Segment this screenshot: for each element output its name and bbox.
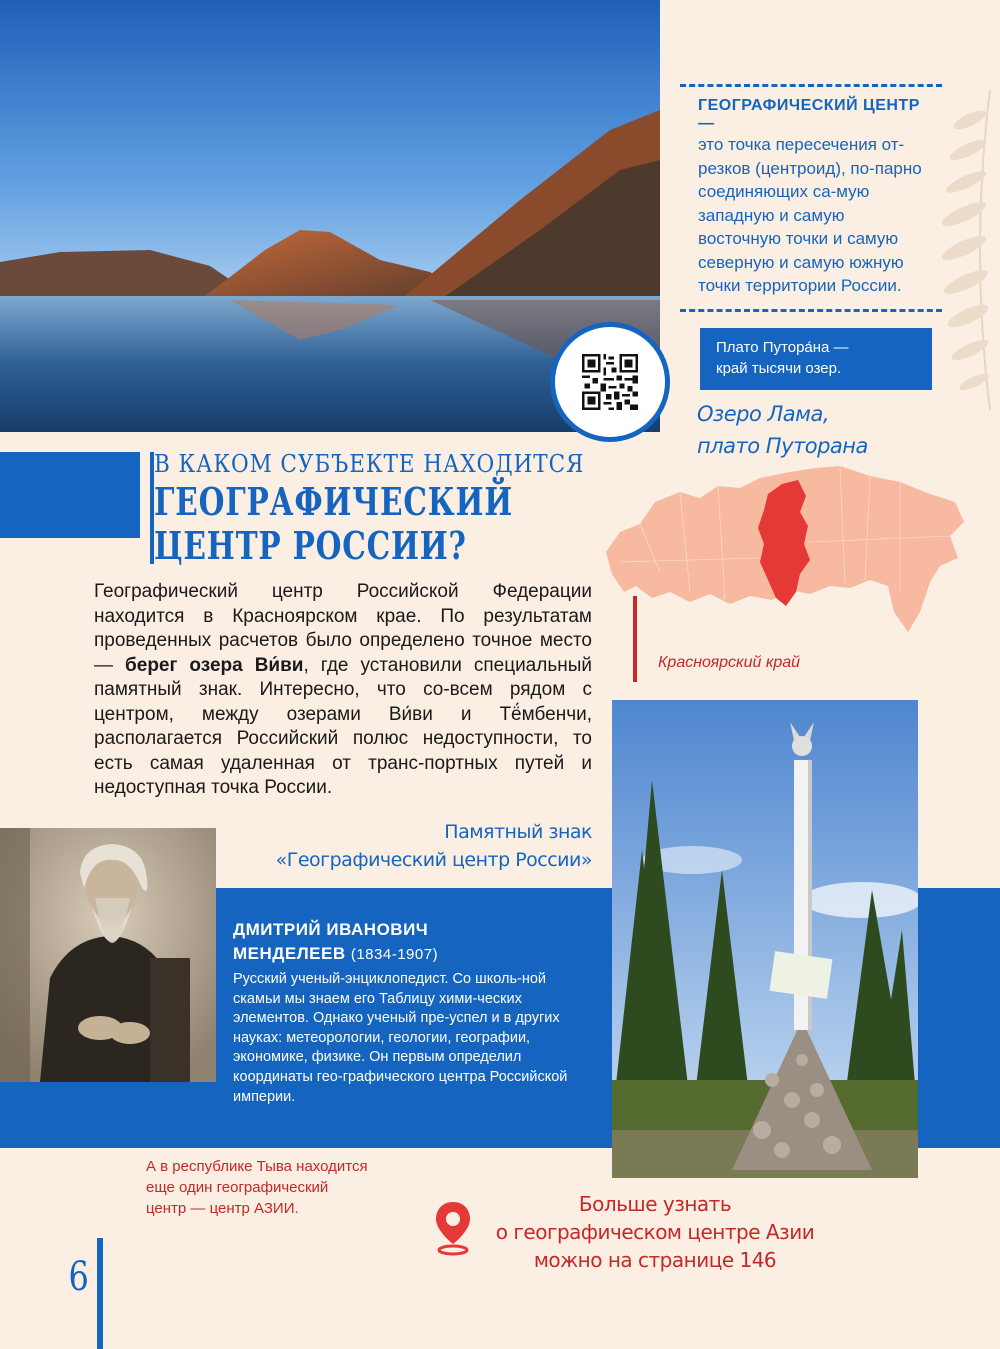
heading-line1: В КАКОМ СУБЪЕКТЕ НАХОДИТСЯ (154, 450, 585, 478)
heading-line3: ЦЕНТР РОССИИ? (154, 523, 467, 568)
lake-caption-line1: Озеро Лама, (697, 402, 830, 426)
definition-term: ГЕОГРАФИЧЕСКИЙ ЦЕНТР — (698, 97, 920, 132)
asia-link-line2: о географическом центре Азии (495, 1220, 815, 1244)
putorana-caption-line1: Плато Путора́на — (716, 339, 849, 356)
section-heading (154, 448, 632, 568)
definition-box (680, 84, 942, 312)
bio-years: (1834-1907) (350, 946, 439, 963)
bio-text: Русский ученый-энциклопедист. Со школь-ной скамьи мы знаем его Таблицу хими-ческих элементов. Однако ученый пре-успел и в других науках: метеорологии, геологии, географии, экономике, физике. Он первым определил координаты гео-графического центра Российской империи. (233, 971, 568, 1105)
asia-link-line3: можно на странице 146 (533, 1248, 777, 1272)
asia-cross-reference (490, 1190, 820, 1274)
lake-caption (697, 398, 868, 462)
qr-code-icon (582, 354, 638, 410)
heading-accent-bar (0, 452, 140, 538)
tyva-note-line3: центр — центр АЗИИ. (146, 1200, 299, 1217)
portrait-photo (0, 828, 216, 1082)
monument-caption-line1: Памятный знак (444, 821, 592, 843)
map-caption-divider (633, 596, 637, 682)
map-caption: Красноярский край (658, 654, 801, 671)
monument-photo (612, 700, 918, 1178)
heading-line2: ГЕОГРАФИЧЕСКИЙ (154, 479, 514, 524)
lake-caption-line2: плато Путорана (697, 434, 868, 458)
body-text-bold: берег озера Ви́ви (125, 654, 304, 676)
bio-name-line1: ДМИТРИЙ ИВАНОВИЧ (233, 920, 429, 939)
tyva-note-line2: еще один географический (146, 1179, 329, 1196)
page-number-bar (97, 1238, 103, 1349)
tyva-note-line1: А в республике Тыва находится (146, 1158, 368, 1175)
putorana-caption-line2: край тысячи озер. (716, 360, 842, 377)
russia-map (600, 462, 970, 642)
bio-name (233, 918, 438, 967)
definition-text: это точка пересечения от-резков (центроид), по-парно соединяющих са-мую западную и самую восточную точки и самую северную и самую южную точки территории России. (698, 135, 922, 295)
asia-link-line1: Больше узнать (578, 1192, 732, 1216)
body-text-part1: Географический центр Российской Федерации находится в Красноярском крае. По результатам проведенных расчетов было определено точное место — (94, 581, 592, 676)
monument-caption-line2: «Географический центр России» (275, 849, 592, 871)
body-text-part2: , где установили специальный памятный знак. Интересно, что со-всем рядом с центром, между озерами Ви́ви и Тё́мбенчи, располагается Российский полюс недоступности, то есть самая удаленная от транс-портных путей и недоступная точка России. (94, 654, 592, 798)
body-paragraph (94, 580, 592, 801)
qr-code-badge[interactable] (550, 322, 670, 442)
putorana-caption-box (700, 328, 932, 390)
page-number: 6 (68, 1254, 89, 1300)
map-pin-icon (433, 1200, 473, 1256)
tyva-note (146, 1156, 446, 1219)
bio-name-line2: МЕНДЕЛЕЕВ (233, 944, 346, 963)
monument-caption (270, 818, 592, 874)
